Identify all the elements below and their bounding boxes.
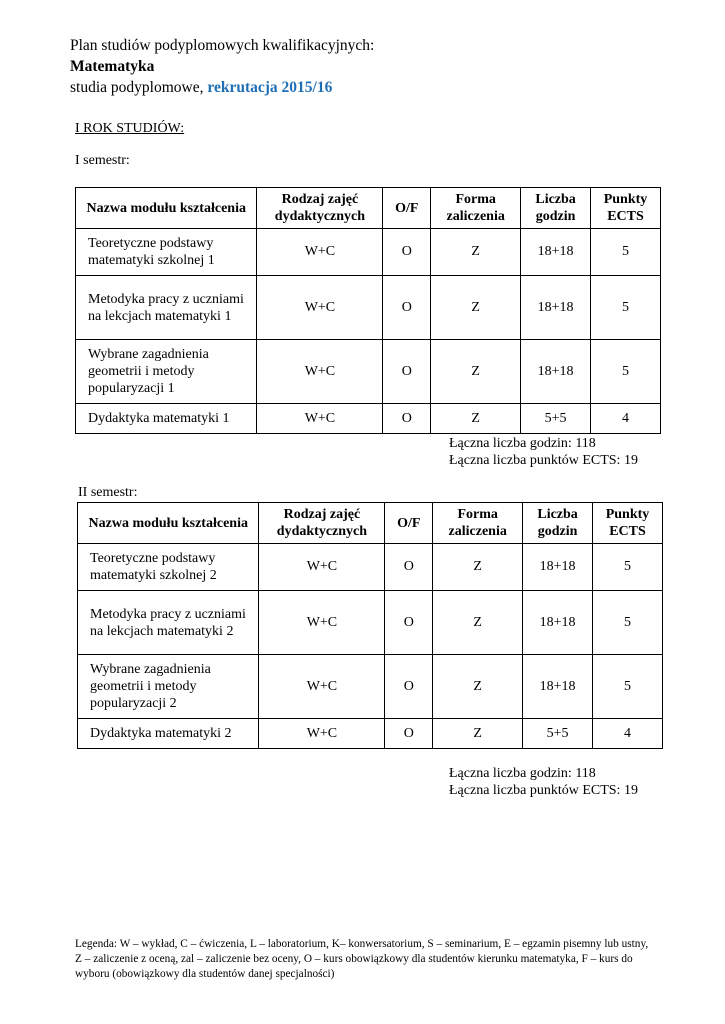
total-hours: Łączna liczba godzin: 118 [449,436,596,451]
total-hours: Łączna liczba godzin: 118 [449,766,596,781]
semester-2-table [77,502,663,749]
module-name: Metodyka pracy z uczniami na lekcjach matematyki 1 [76,276,257,340]
module-of: O [383,276,431,340]
section-title: I ROK STUDIÓW: [75,121,185,136]
module-ects: 5 [593,655,663,719]
module-type: W+C [257,404,383,434]
module-ects: 4 [593,719,663,749]
table-row [76,276,661,340]
col-header-name: Nazwa modułu kształcenia [78,503,259,544]
table-row [78,719,663,749]
col-header-hours: Liczba godzin [523,503,593,544]
col-header-type: Rodzaj zajęć dydaktycznych [257,188,383,229]
table-header-row [76,188,661,229]
header-title: Plan studiów podyplomowych kwalifikacyjnych: [70,37,375,54]
module-ects: 5 [593,544,663,591]
module-name: Teoretyczne podstawy matematyki szkolnej 1 [76,229,257,276]
module-ects: 5 [591,229,661,276]
module-name: Dydaktyka matematyki 2 [78,719,259,749]
module-hours: 5+5 [521,404,591,434]
table-row [78,591,663,655]
module-name: Wybrane zagadnienia geometrii i metody popularyzacji 1 [76,340,257,404]
module-of: O [385,544,433,591]
module-ects: 5 [591,340,661,404]
subtitle-prefix: studia podyplomowe, [70,79,208,96]
subject-title: Matematyka [70,58,155,75]
semester-2-label: II semestr: [78,485,138,500]
module-type: W+C [257,340,383,404]
semester-1-totals [449,435,638,469]
module-ects: 4 [591,404,661,434]
module-type: W+C [259,655,385,719]
module-form: Z [433,544,523,591]
col-header-ects: Punkty ECTS [593,503,663,544]
col-header-form: Forma zaliczenia [433,503,523,544]
col-header-form: Forma zaliczenia [431,188,521,229]
module-hours: 18+18 [523,655,593,719]
module-of: O [385,655,433,719]
total-ects: Łączna liczba punktów ECTS: 19 [449,453,638,468]
module-of: O [383,229,431,276]
table-row [76,404,661,434]
module-ects: 5 [591,276,661,340]
table-row [78,544,663,591]
module-type: W+C [259,544,385,591]
module-type: W+C [257,229,383,276]
module-name: Dydaktyka matematyki 1 [76,404,257,434]
module-of: O [385,719,433,749]
header-subtitle [70,77,374,98]
col-header-hours: Liczba godzin [521,188,591,229]
semester-1-label: I semestr: [75,153,130,168]
module-of: O [383,340,431,404]
total-ects: Łączna liczba punktów ECTS: 19 [449,783,638,798]
module-type: W+C [257,276,383,340]
module-hours: 18+18 [523,591,593,655]
module-form: Z [433,719,523,749]
semester-2-totals [449,765,638,799]
module-hours: 18+18 [523,544,593,591]
module-name: Teoretyczne podstawy matematyki szkolnej 2 [78,544,259,591]
table-header-row [78,503,663,544]
module-ects: 5 [593,591,663,655]
module-form: Z [433,591,523,655]
module-hours: 18+18 [521,229,591,276]
module-form: Z [431,340,521,404]
col-header-name: Nazwa modułu kształcenia [76,188,257,229]
module-hours: 18+18 [521,340,591,404]
document-header [70,35,374,98]
col-header-type: Rodzaj zajęć dydaktycznych [259,503,385,544]
col-header-of: O/F [385,503,433,544]
module-type: W+C [259,719,385,749]
module-of: O [383,404,431,434]
table-row [76,229,661,276]
module-form: Z [431,229,521,276]
table-row [78,655,663,719]
legend: Legenda: W – wykład, C – ćwiczenia, L – laboratorium, K– konwersatorium, S – seminarium, E – egzamin pisemny lub ustny, Z – zaliczenie z oceną, zal – zaliczenie bez oceny, O – kurs obowiązkowy dla studentów kierunku matematyka, F – kurs do wyboru (obowiązkowy dla studentów danej specjalności) [75,938,649,980]
module-hours: 18+18 [521,276,591,340]
col-header-of: O/F [383,188,431,229]
module-name: Wybrane zagadnienia geometrii i metody popularyzacji 2 [78,655,259,719]
table-row [76,340,661,404]
module-form: Z [431,276,521,340]
module-type: W+C [259,591,385,655]
module-name: Metodyka pracy z uczniami na lekcjach matematyki 2 [78,591,259,655]
module-form: Z [433,655,523,719]
col-header-ects: Punkty ECTS [591,188,661,229]
module-hours: 5+5 [523,719,593,749]
module-of: O [385,591,433,655]
semester-1-table [75,187,661,434]
module-form: Z [431,404,521,434]
recruitment-year: rekrutacja 2015/16 [207,79,333,96]
